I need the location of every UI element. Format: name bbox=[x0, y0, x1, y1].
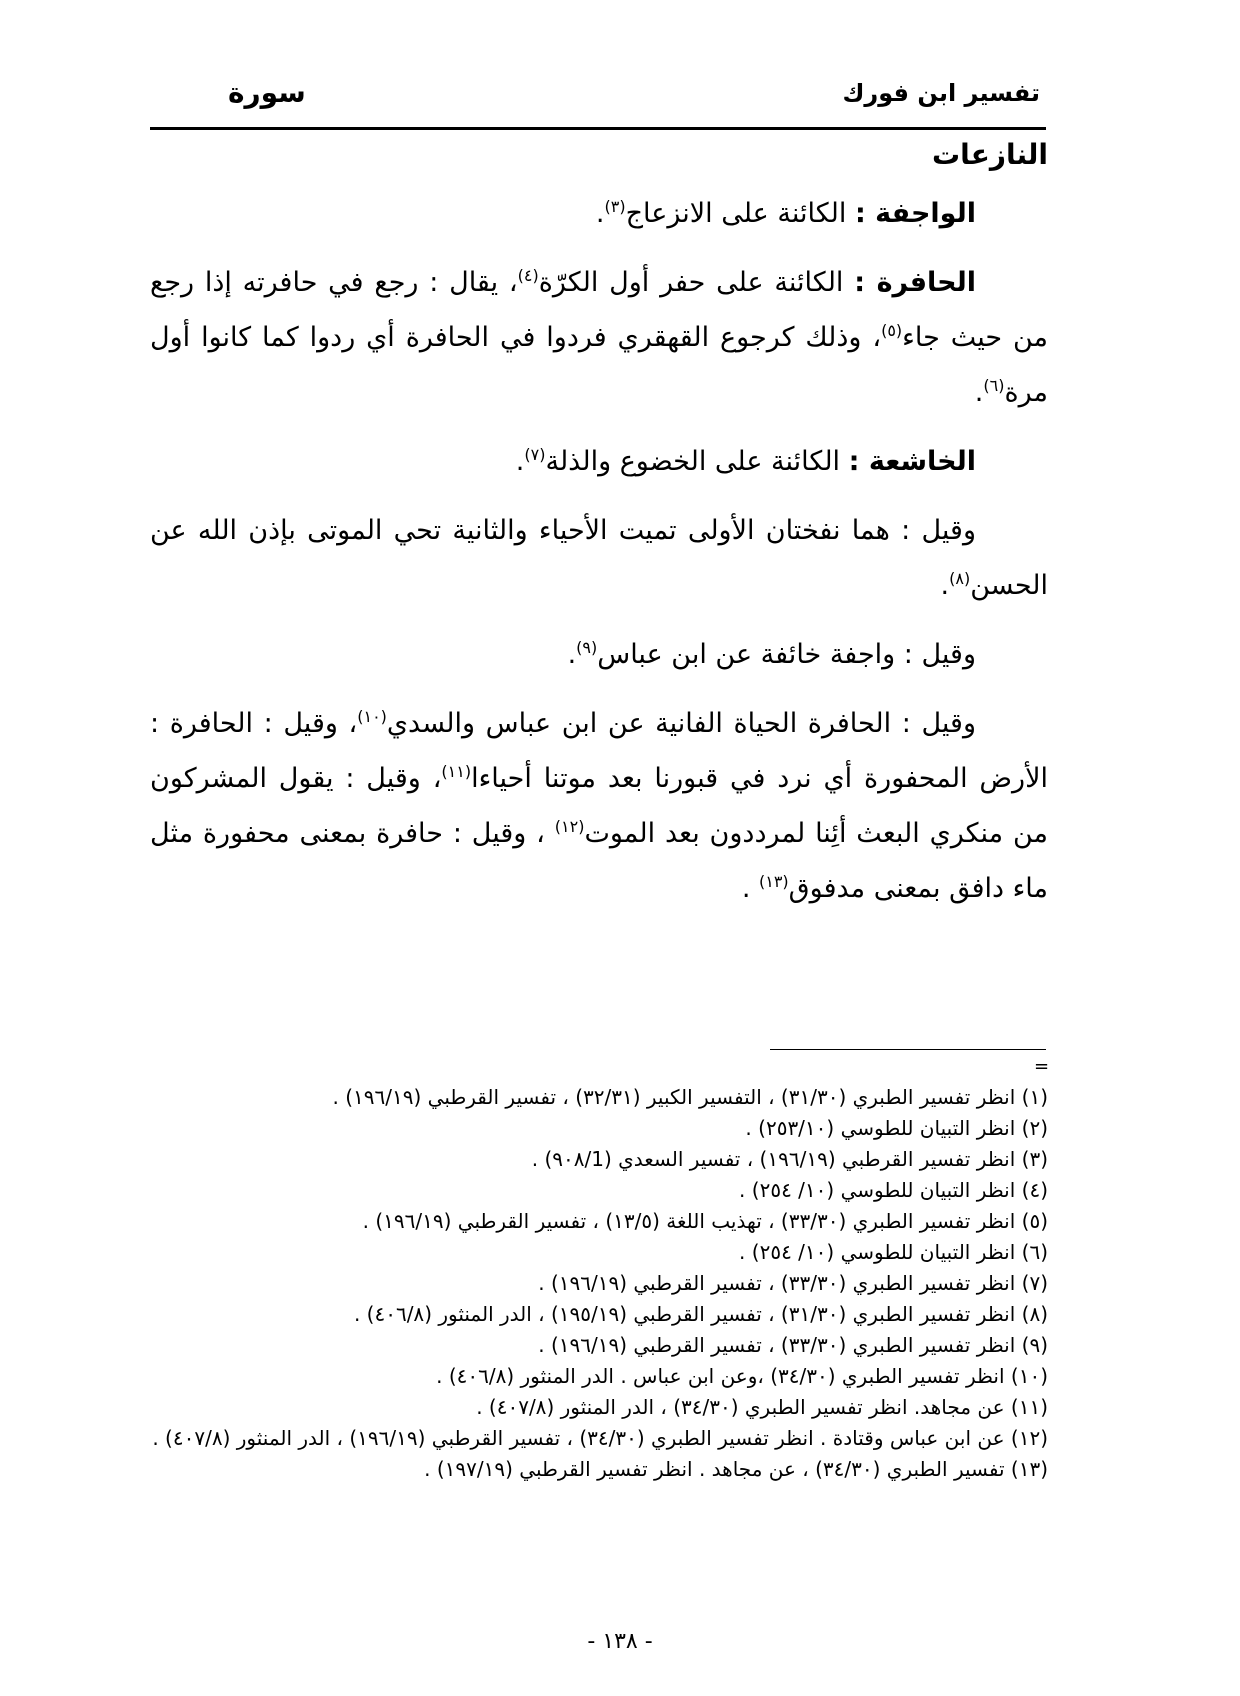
footnote-ref[interactable]: (١٠) bbox=[357, 707, 387, 726]
paragraph-text: الكائنة على حفر أول الكرّة bbox=[538, 267, 855, 298]
footnote-10: (١٠) انظر تفسير الطبري (٣٤/٣٠) ،وعن ابن عباس . الدر المنثور (٤٠٦/٨) . bbox=[436, 1364, 1048, 1388]
footnote-ref[interactable]: (٧) bbox=[524, 445, 546, 464]
term: الحافرة : bbox=[854, 267, 976, 298]
footnote-ref[interactable]: (١١) bbox=[441, 762, 472, 781]
book-title: تفسير ابن فورك bbox=[842, 79, 1040, 107]
footnote-ref[interactable]: (٤) bbox=[517, 266, 539, 285]
footnote-9: (٩) انظر تفسير الطبري (٣٣/٣٠) ، تفسير القرطبي (١٩٦/١٩) . bbox=[538, 1333, 1048, 1357]
footnote-13: (١٣) تفسير الطبري (٣٤/٣٠) ، عن مجاهد . انظر تفسير القرطبي (١٩٧/١٩) . bbox=[424, 1457, 1048, 1481]
footnote-ref[interactable]: (٩) bbox=[576, 638, 598, 657]
paragraph-text: الكائنة على الخضوع والذلة bbox=[545, 446, 849, 477]
paragraph-text: . bbox=[974, 377, 984, 408]
paragraph-text: . bbox=[741, 873, 759, 904]
footnotes bbox=[150, 1082, 1048, 1485]
paragraph-text: ، وقيل : يقول المشركون من منكري البعث أئِنا لمرددون بعد الموت bbox=[150, 763, 1048, 849]
footnote-1: (١) انظر تفسير الطبري (٣١/٣٠) ، التفسير الكبير (٣٢/٣١) ، تفسير القرطبي (١٩٦/١٩) . bbox=[332, 1085, 1048, 1109]
paragraph-text: . bbox=[595, 198, 605, 229]
footnote-continuation-mark: = bbox=[1034, 1056, 1050, 1077]
footnote-4: (٤) انظر التبيان للطوسي (١٠/ ٢٥٤) . bbox=[739, 1178, 1048, 1202]
footnote-ref[interactable]: (٣) bbox=[604, 197, 626, 216]
paragraph-nafkhatan bbox=[150, 503, 1048, 613]
term: الواجفة : bbox=[854, 198, 976, 229]
footnote-3: (٣) انظر تفسير القرطبي (١٩٦/١٩) ، تفسير السعدي (٩٠٨/1) . bbox=[531, 1147, 1048, 1171]
paragraph-text: وقيل : هما نفختان الأولى تميت الأحياء والثانية تحي الموتى بإذن الله عن الحسن bbox=[150, 515, 1048, 601]
footnote-11: (١١) عن مجاهد. انظر تفسير الطبري (٣٤/٣٠) ، الدر المنثور (٤٠٧/٨) . bbox=[476, 1395, 1048, 1419]
paragraph-wajifa-khaifa bbox=[150, 627, 1048, 682]
section-label: سورة bbox=[228, 76, 306, 109]
paragraph-text: . bbox=[515, 446, 525, 477]
paragraph-wajifa bbox=[150, 186, 1048, 241]
footnote-rule bbox=[770, 1049, 1046, 1050]
footnote-ref[interactable]: (١٣) bbox=[758, 872, 789, 891]
paragraph-text: ، وذلك كرجوع القهقري فردوا في الحافرة أي ردوا كما كانوا أول مرة bbox=[150, 322, 1048, 408]
paragraph-khashia bbox=[150, 434, 1048, 489]
paragraph-hafira-hayat bbox=[150, 696, 1048, 916]
page-number: - ١٣٨ - bbox=[587, 1629, 653, 1654]
paragraph-text: . bbox=[940, 570, 950, 601]
footnote-7: (٧) انظر تفسير الطبري (٣٣/٣٠) ، تفسير القرطبي (١٩٦/١٩) . bbox=[538, 1271, 1048, 1295]
main-text bbox=[150, 186, 1048, 930]
header-rule bbox=[150, 127, 1046, 130]
footnote-ref[interactable]: (٥) bbox=[881, 321, 903, 340]
paragraph-text: وقيل : الحافرة الحياة الفانية عن ابن عباس والسدي bbox=[386, 708, 976, 739]
term: الخاشعة : bbox=[848, 446, 976, 477]
footnote-ref[interactable]: (١٢) bbox=[554, 817, 585, 836]
footnote-ref[interactable]: (٨) bbox=[949, 569, 971, 588]
paragraph-text: وقيل : واجفة خائفة عن ابن عباس bbox=[597, 639, 976, 670]
paragraph-text: ، يقال : رجع في حافرته إذا رجع من حيث جاء bbox=[150, 267, 1048, 353]
footnote-ref[interactable]: (٦) bbox=[983, 376, 1005, 395]
paragraph-hafira bbox=[150, 255, 1048, 420]
paragraph-text: ، وقيل : حافرة بمعنى محفورة مثل ماء دافق بمعنى مدفوق bbox=[150, 818, 1048, 904]
footnote-12: (١٢) عن ابن عباس وقتادة . انظر تفسير الطبري (٣٤/٣٠) ، تفسير القرطبي (١٩٦/١٩) ، الدر المنثور (٤٠٧/٨) . bbox=[152, 1426, 1048, 1450]
footnote-5: (٥) انظر تفسير الطبري (٣٣/٣٠) ، تهذيب اللغة (١٣/٥) ، تفسير القرطبي (١٩٦/١٩) . bbox=[362, 1209, 1048, 1233]
surah-name: النازعات bbox=[932, 138, 1048, 171]
footnote-2: (٢) انظر التبيان للطوسي (٢٥٣/١٠) . bbox=[745, 1116, 1048, 1140]
footnote-6: (٦) انظر التبيان للطوسي (١٠/ ٢٥٤) . bbox=[739, 1240, 1048, 1264]
paragraph-text: الكائنة على الانزعاج bbox=[625, 198, 855, 229]
footnote-8: (٨) انظر تفسير الطبري (٣١/٣٠) ، تفسير القرطبي (١٩٥/١٩) ، الدر المنثور (٤٠٦/٨) . bbox=[353, 1302, 1048, 1326]
paragraph-text: ، وقيل : الحافرة : الأرض المحفورة أي نرد في قبورنا بعد موتنا أحياءا bbox=[150, 708, 1048, 794]
paragraph-text: . bbox=[567, 639, 577, 670]
